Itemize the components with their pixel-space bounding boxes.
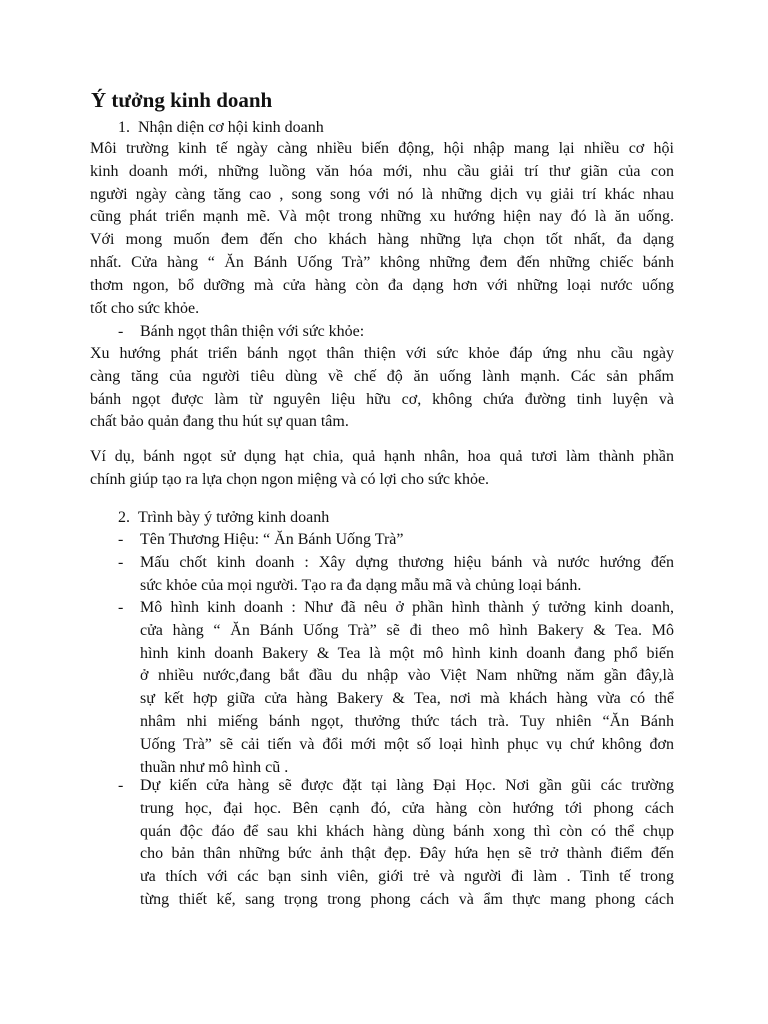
bullet-text: Tên Thương Hiệu: “ Ăn Bánh Uống Trà” [140,531,404,548]
paragraph-line: chính giúp tạo ra lựa chọn ngon miệng và có lợi cho sức khỏe. [90,470,490,488]
bullet-text: cửa hàng “ Ăn Bánh Uống Trà” sẽ đi theo mô hình Bakery & Tea. Mô [140,621,674,639]
bullet-text: Uống Trà” sẽ cải tiến và đổi mới một số loại hình phục vụ chứ không đơn [140,735,674,753]
section-1-heading [118,117,324,139]
paragraph-line: tốt cho sức khỏe. [90,299,200,317]
bullet-text: trung học, đại học. Bên cạnh đó, cửa hàng còn hướng tới phong cách [140,799,674,817]
document-title: Ý tưởng kinh doanh [91,88,273,112]
section-number: 2. [118,509,130,526]
opportunity-paragraph [90,138,674,320]
bullet-healthy-cakes [118,321,674,344]
bullet-text: ở nhiều nước,đang bắt đầu du nhập vào Việt Nam những năm gần đây,là [140,667,674,685]
bullet-text: cho bản thân những bức ảnh thật đẹp. Đây hứa hẹn sẽ trở thành điểm đến [140,845,674,863]
section-heading-text: Trình bày ý tưởng kinh doanh [138,509,330,526]
trend-paragraph [90,343,674,434]
bullet-dash: - [118,777,124,794]
bullet-dash: - [118,323,124,340]
paragraph-line: càng tăng của người tiêu dùng về chế độ ăn uống lành mạnh. Các sản phẩm [90,367,674,385]
bullet-text: hình kinh doanh Bakery & Tea là một mô hình kinh doanh đang phổ biến [140,644,674,662]
example-paragraph [90,446,674,492]
bullet-text: Mấu chốt kinh doanh : Xây dựng thương hiệu bánh và nước hướng đến [140,554,674,571]
paragraph-line: nhất. Cửa hàng “ Ăn Bánh Uống Trà” không những đem đến những chiếc bánh [90,253,674,271]
paragraph-line: cũng phát triển mạnh mẽ. Và một trong những xu hướng hiện nay đó là ăn uống. [90,208,674,226]
section-number: 1. [118,119,130,136]
paragraph-line: Ví dụ, bánh ngọt sử dụng hạt chia, quả hạnh nhân, hoa quả tươi làm thành phần [90,448,674,465]
bullet-location [118,775,674,915]
bullet-dash: - [118,599,124,616]
bullet-dash: - [118,531,124,548]
section-2-heading [118,507,329,529]
bullet-text: sức khỏe của mọi người. Tạo ra đa dạng mẫu mã và chủng loại bánh. [140,576,582,594]
bullet-text: nhâm nhi miếng bánh ngọt, thưởng thức tách trà. Tuy nhiên “Ăn Bánh [140,712,674,730]
bullet-text: quán độc đáo để sau khi khách hàng dùng bánh xong thì còn có thể chụp [140,822,674,840]
paragraph-line: kinh doanh mới, những luồng văn hóa mới, nhu cầu giải trí thư giãn của con [90,162,674,180]
paragraph-line: Xu hướng phát triển bánh ngọt thân thiện với sức khỏe đáp ứng nhu cầu ngày [90,345,674,362]
paragraph-line: người ngày càng tăng cao , song song với nó là những dịch vụ giải trí khác nhau [90,185,674,203]
bullet-dash: - [118,554,124,571]
bullet-text: thuần như mô hình cũ . [140,758,289,776]
paragraph-line: thơm ngon, bổ dưỡng mà cửa hàng còn đa dạng hơn với những loại nước uống [90,276,674,294]
bullet-text: từng thiết kế, sang trọng trong phong cách và ẩm thực mang phong cách [140,890,674,908]
paragraph-line: bánh ngọt được làm từ nguyên liệu hữu cơ, không chứa đường tinh luyện và [90,390,674,408]
section-heading-text: Nhận diện cơ hội kinh doanh [138,119,324,136]
bullet-text: Dự kiến cửa hàng sẽ được đặt tại làng Đại Học. Nơi gần gũi các trường [140,777,674,794]
bullet-business-key [118,552,674,598]
bullet-text: ưa thích với các bạn sinh viên, giới trẻ và người đi làm . Tinh tế trong [140,868,674,886]
bullet-brand-name [118,529,674,552]
bullet-business-model [118,597,674,781]
bullet-text: Mô hình kinh doanh : Như đã nêu ở phần hình thành ý tưởng kinh doanh, [140,599,674,616]
paragraph-line: Với mong muốn đem đến cho khách hàng những lựa chọn tốt nhất, đa dạng [90,231,674,249]
paragraph-line: Môi trường kinh tế ngày càng nhiều biến động, hội nhập mang lại nhiều cơ hội [90,140,674,157]
bullet-text: sự kết hợp giữa cửa hàng Bakery & Tea, nơi mà khách hàng vừa có thể [140,690,674,708]
bullet-text: Bánh ngọt thân thiện với sức khỏe: [140,323,365,340]
paragraph-line: chất bảo quản đang thu hút sự quan tâm. [90,413,349,431]
